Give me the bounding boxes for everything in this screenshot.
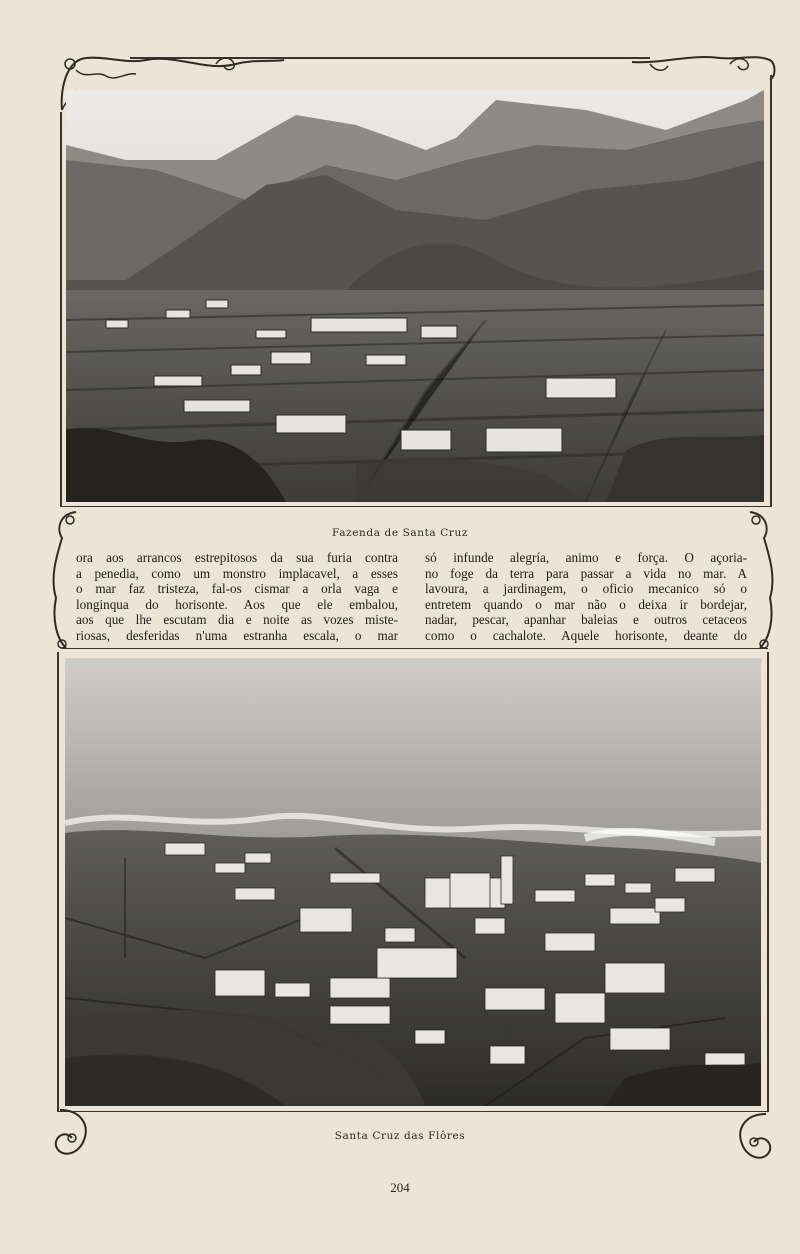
caption-top-photo: Fazenda de Santa Cruz [332,527,468,539]
text-line: riosas, desferidas n'uma estranha escala, o mar [76,627,398,643]
text-line: o mar faz tristeza, fal-os cismar a orla vaga e [76,581,398,597]
text-line: só infunde alegría, animo e força. O açoria- [425,550,747,565]
text-line: entretem quando o mar não o deixa ir bordejar, [425,596,747,612]
body-text-right-column [425,550,747,644]
text-line: longinqua do horisonte. Aos que ele embalou, [76,596,398,612]
top-photo-bottom-border [60,506,772,507]
top-photo-left-border [60,112,62,507]
photo-fazenda-santa-cruz [66,90,764,502]
caption-bottom-photo: Santa Cruz das Flôres [334,1130,466,1142]
text-line: ora aos arrancos estrepitosos da sua furia contra [76,550,398,565]
body-text-left-column [76,550,398,644]
text-line: a penedia, como um monstro implacavel, a esses [76,565,398,581]
text-line: nadar, pescar, apanhar baleias e outros cetaceos [425,612,747,628]
text-line: no foge da terra para passar a vida no mar. A [425,565,747,581]
photo-santa-cruz-das-flores [65,658,761,1106]
text-line: como o cachalote. Aquele horisonte, deante do [425,627,747,643]
bottom-photo-left-border [57,652,59,1112]
text-line: lavoura, a jardinagem, o oficio mecanico só o [425,581,747,597]
page-number: 204 [390,1180,410,1195]
bottom-photo-bottom-border [57,1111,769,1112]
text-line: aos que lhe escutam dia e noite as vozes miste- [76,612,398,628]
top-photo-right-border [770,75,772,507]
text-bottom-rule [62,648,768,649]
bottom-photo-right-border [767,652,769,1112]
top-right-ornament [630,50,780,90]
